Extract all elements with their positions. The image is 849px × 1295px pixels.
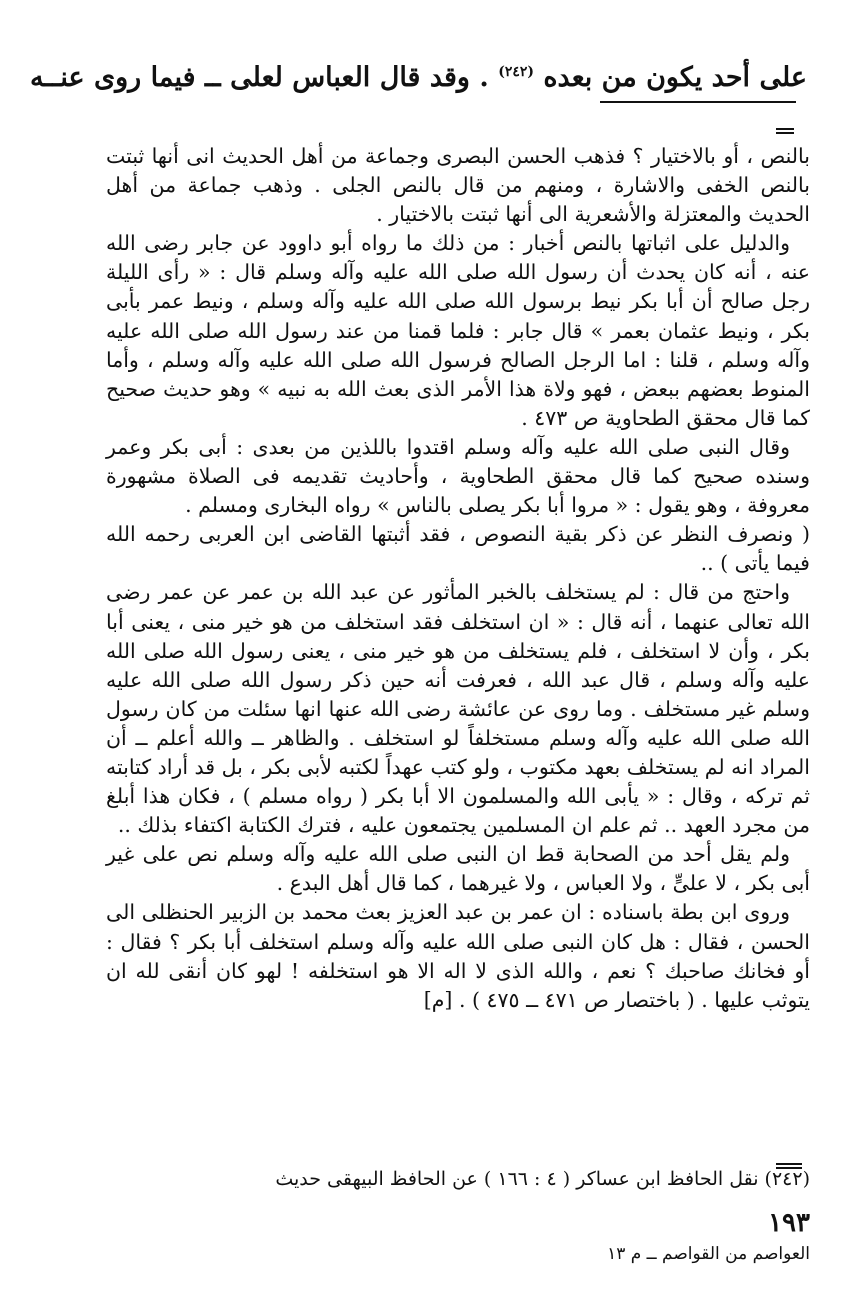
paragraph-7: وروى ابن بطة باسناده : ان عمر بن عبد العزيز بعث محمد بن الزبير الحنظلى الى الحسن ، فقال : هل كان النبى صلى الله عليه وآله وسلم استخلف أبا بكر ؟ فقال : أو فخانك صاحبك ؟ نعم ، والله الذى لا اله الا هو استخلفه ! لهو كان أنقى لله ان يتوثب عليها . ( باختصار ص ٤٧١ ــ ٤٧٥ ) . [م] [106,900,810,1012]
paragraph-6: ولم يقل أحد من الصحابة قط ان النبى صلى الله عليه وآله وسلم نص على غير أبى بكر ، لا علىٍّ ، ولا العباس ، ولا غيرهما ، كما قال أهل البدع . [106,842,810,896]
footnote: (٢٤٢) نقل الحافظ ابن عساكر ( ٤ : ١٦٦ ) عن الحافظ البيهقى حديث [275,1168,810,1190]
header-right-text: على أحد يكون من بعده [543,62,807,93]
paragraph-5: واحتج من قال : لم يستخلف بالخبر المأثور عن عبد الله بن عمر عن عمر رضى الله تعالى عنهما ، أنه قال : « ان استخلف فقد استخلف من هو خير منى ، يعنى أبا بكر ، وأن لا استخلف ، فلم يستخلف من هو خير منى ، يعنى رسول الله صلى الله عليه وآله وسلم ، قال عبد الله ، فعرفت أنه حين ذكر رسول الله صلى الله عليه وسلم غير مستخلف . وما روى عن عائشة رضى الله عنها انها سئلت من كان رسول الله صلى الله عليه وآله وسلم مستخلفاً لو استخلف . والظاهر ــ والله أعلم ــ أن المراد انه لم يستخلف بعهد مكتوب ، ولو كتب عهداً لكتبه لأبى بكر ، بل قد أراد كتابته ثم تركه ، وقال : « يأبى الله والمسلمون الا أبا بكر ( رواه مسلم ) ، فكان هذا أبلغ من مجرد العهد .. ثم علم ان المسلمين يجتمعون عليه ، فترك الكتابة اكتفاء بذلك .. [106,580,810,838]
paragraph-3: وقال النبى صلى الله عليه وآله وسلم اقتدوا باللذين من بعدى : أبى بكر وعمر وسنده صحيح كما قال محقق الطحاوية ، وأحاديث تقديمه فى الصلاة مشهورة معروفة ، وهو يقول : « مروا أبا بكر يصلى بالناس » رواه البخارى ومسلم . [106,434,810,518]
paragraph-1: بالنص ، أو بالاختيار ؟ فذهب الحسن البصرى وجماعة من أهل الحديث انى أنها ثبتت بالنص الخفى والاشارة ، ومنهم من قال بالنص الجلى . وذهب جماعة من أهل الحديث والمعتزلة والأشعرية الى أنها ثبتت بالاختيار . [106,144,810,227]
paragraph-4: ( ونصرف النظر عن ذكر بقية النصوص ، فقد أثبتها القاضى ابن العربى رحمه الله فيما يأتى ) .. [106,522,810,576]
continuation-mark [776,128,794,134]
page-number: ١٩٣ [768,1208,810,1238]
book-signature: العواصم من القواصم ــ م ١٣ [607,1244,810,1264]
header-rule [600,101,796,103]
paragraph-2: والدليل على اثباتها بالنص أخبار : من ذلك ما رواه أبو داوود عن جابر رضى الله عنه ، أنه كان يحدث أن رسول الله صلى الله عليه وآله وسلم قال : « رأى الليلة رجل صالح أن أبا بكر نيط برسول الله صلى الله عليه وآله وسلم ، ونيط عمر بأبى بكر ، ونيط عثمان بعمر » قال جابر : فلما قمنا من عند رسول الله صلى الله عليه وآله وسلم ، قلنا : اما الرجل الصالح فرسول الله صلى الله عليه وآله وسلم ، وأما المنوط بعضهم ببعض ، فهو ولاة هذا الأمر الذى بعث الله به نبيه » وهو حديث صحيح كما قال محقق الطحاوية ص ٤٧٣ . [106,231,810,430]
body-text [106,142,810,1015]
header-footnote-ref: (٢٤٢) [498,64,534,80]
running-header [30,54,807,96]
header-left-text: . وقد قال العباس لعلى ــ فيما روى عنــه [30,62,489,93]
